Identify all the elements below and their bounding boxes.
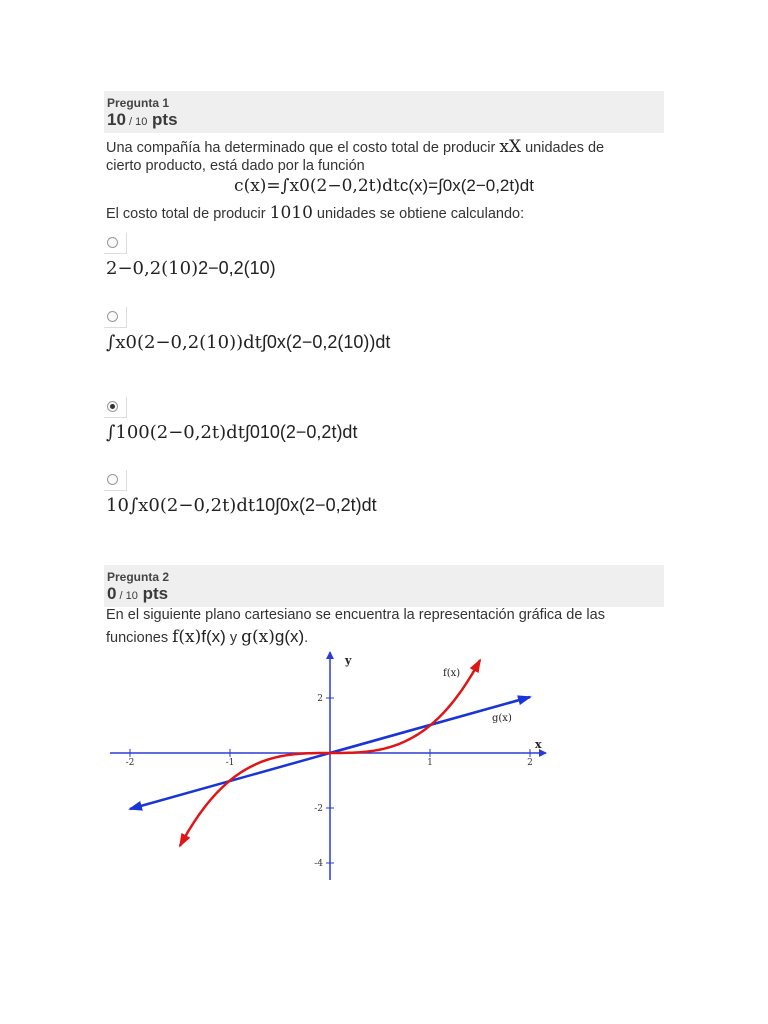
question-2-header <box>104 565 664 607</box>
option-2-label: ∫x0(2−0,2(10))dt∫0x(2−0,2(10))dt <box>106 332 391 353</box>
question-2-score: 0 / 10 pts <box>107 584 169 603</box>
f-series-label: f(x) <box>443 668 461 679</box>
option-2-radio-box[interactable] <box>104 307 127 328</box>
function-graph <box>100 648 560 888</box>
option-3-label: ∫100(2−0,2t)dt∫010(2−0,2t)dt <box>106 422 358 443</box>
y-tick-label: -4 <box>314 859 323 869</box>
question-1-text-line3: El costo total de producir 1010 unidades se obtiene calculando: <box>106 203 525 223</box>
option-4-label: 10∫x0(2−0,2t)dt10∫0x(2−0,2t)dt <box>106 495 377 516</box>
x-tick-label: 2 <box>527 758 533 768</box>
question-1-text-line1: Una compañía ha determinado que el costo total de producir xX unidades de <box>106 137 605 157</box>
f-arrow-down <box>180 837 185 846</box>
f-arrow-up <box>475 660 480 669</box>
option-1-radio[interactable] <box>107 237 118 248</box>
question-2-text-line1: En el siguiente plano cartesiano se encuentra la representación gráfica de las <box>106 607 605 623</box>
option-3-radio-selected[interactable] <box>107 401 118 412</box>
y-tick-label: 2 <box>317 694 323 704</box>
y-axis-label: y <box>345 654 352 667</box>
g-series-label: g(x) <box>492 713 512 724</box>
y-tick-label: -2 <box>314 804 323 814</box>
option-4-radio[interactable] <box>107 474 118 485</box>
question-1-text-line2: cierto producto, está dado por la función <box>106 158 365 174</box>
x-axis-label: x <box>535 738 542 751</box>
x-tick-label: -2 <box>125 758 135 768</box>
x-tick-label: 1 <box>427 758 433 768</box>
option-1-radio-box[interactable] <box>104 233 127 254</box>
question-1-header <box>104 91 664 133</box>
option-3-radio-box[interactable] <box>104 397 127 418</box>
question-1-label: Pregunta 1 <box>107 96 170 110</box>
question-1-formula: c(x)=∫x0(2−0,2t)dtc(x)=∫0x(2−0,2t)dt <box>234 176 534 196</box>
x-tick-label: -1 <box>225 758 235 768</box>
question-2-label: Pregunta 2 <box>107 570 170 584</box>
question-1-score: 10 / 10 pts <box>107 110 178 129</box>
option-4-radio-box[interactable] <box>104 470 127 491</box>
question-2-text-line2: funciones f(x)f(x) y g(x)g(x). <box>106 627 309 647</box>
option-2-radio[interactable] <box>107 311 118 322</box>
option-1-label: 2−0,2(10)2−0,2(10) <box>106 258 276 279</box>
